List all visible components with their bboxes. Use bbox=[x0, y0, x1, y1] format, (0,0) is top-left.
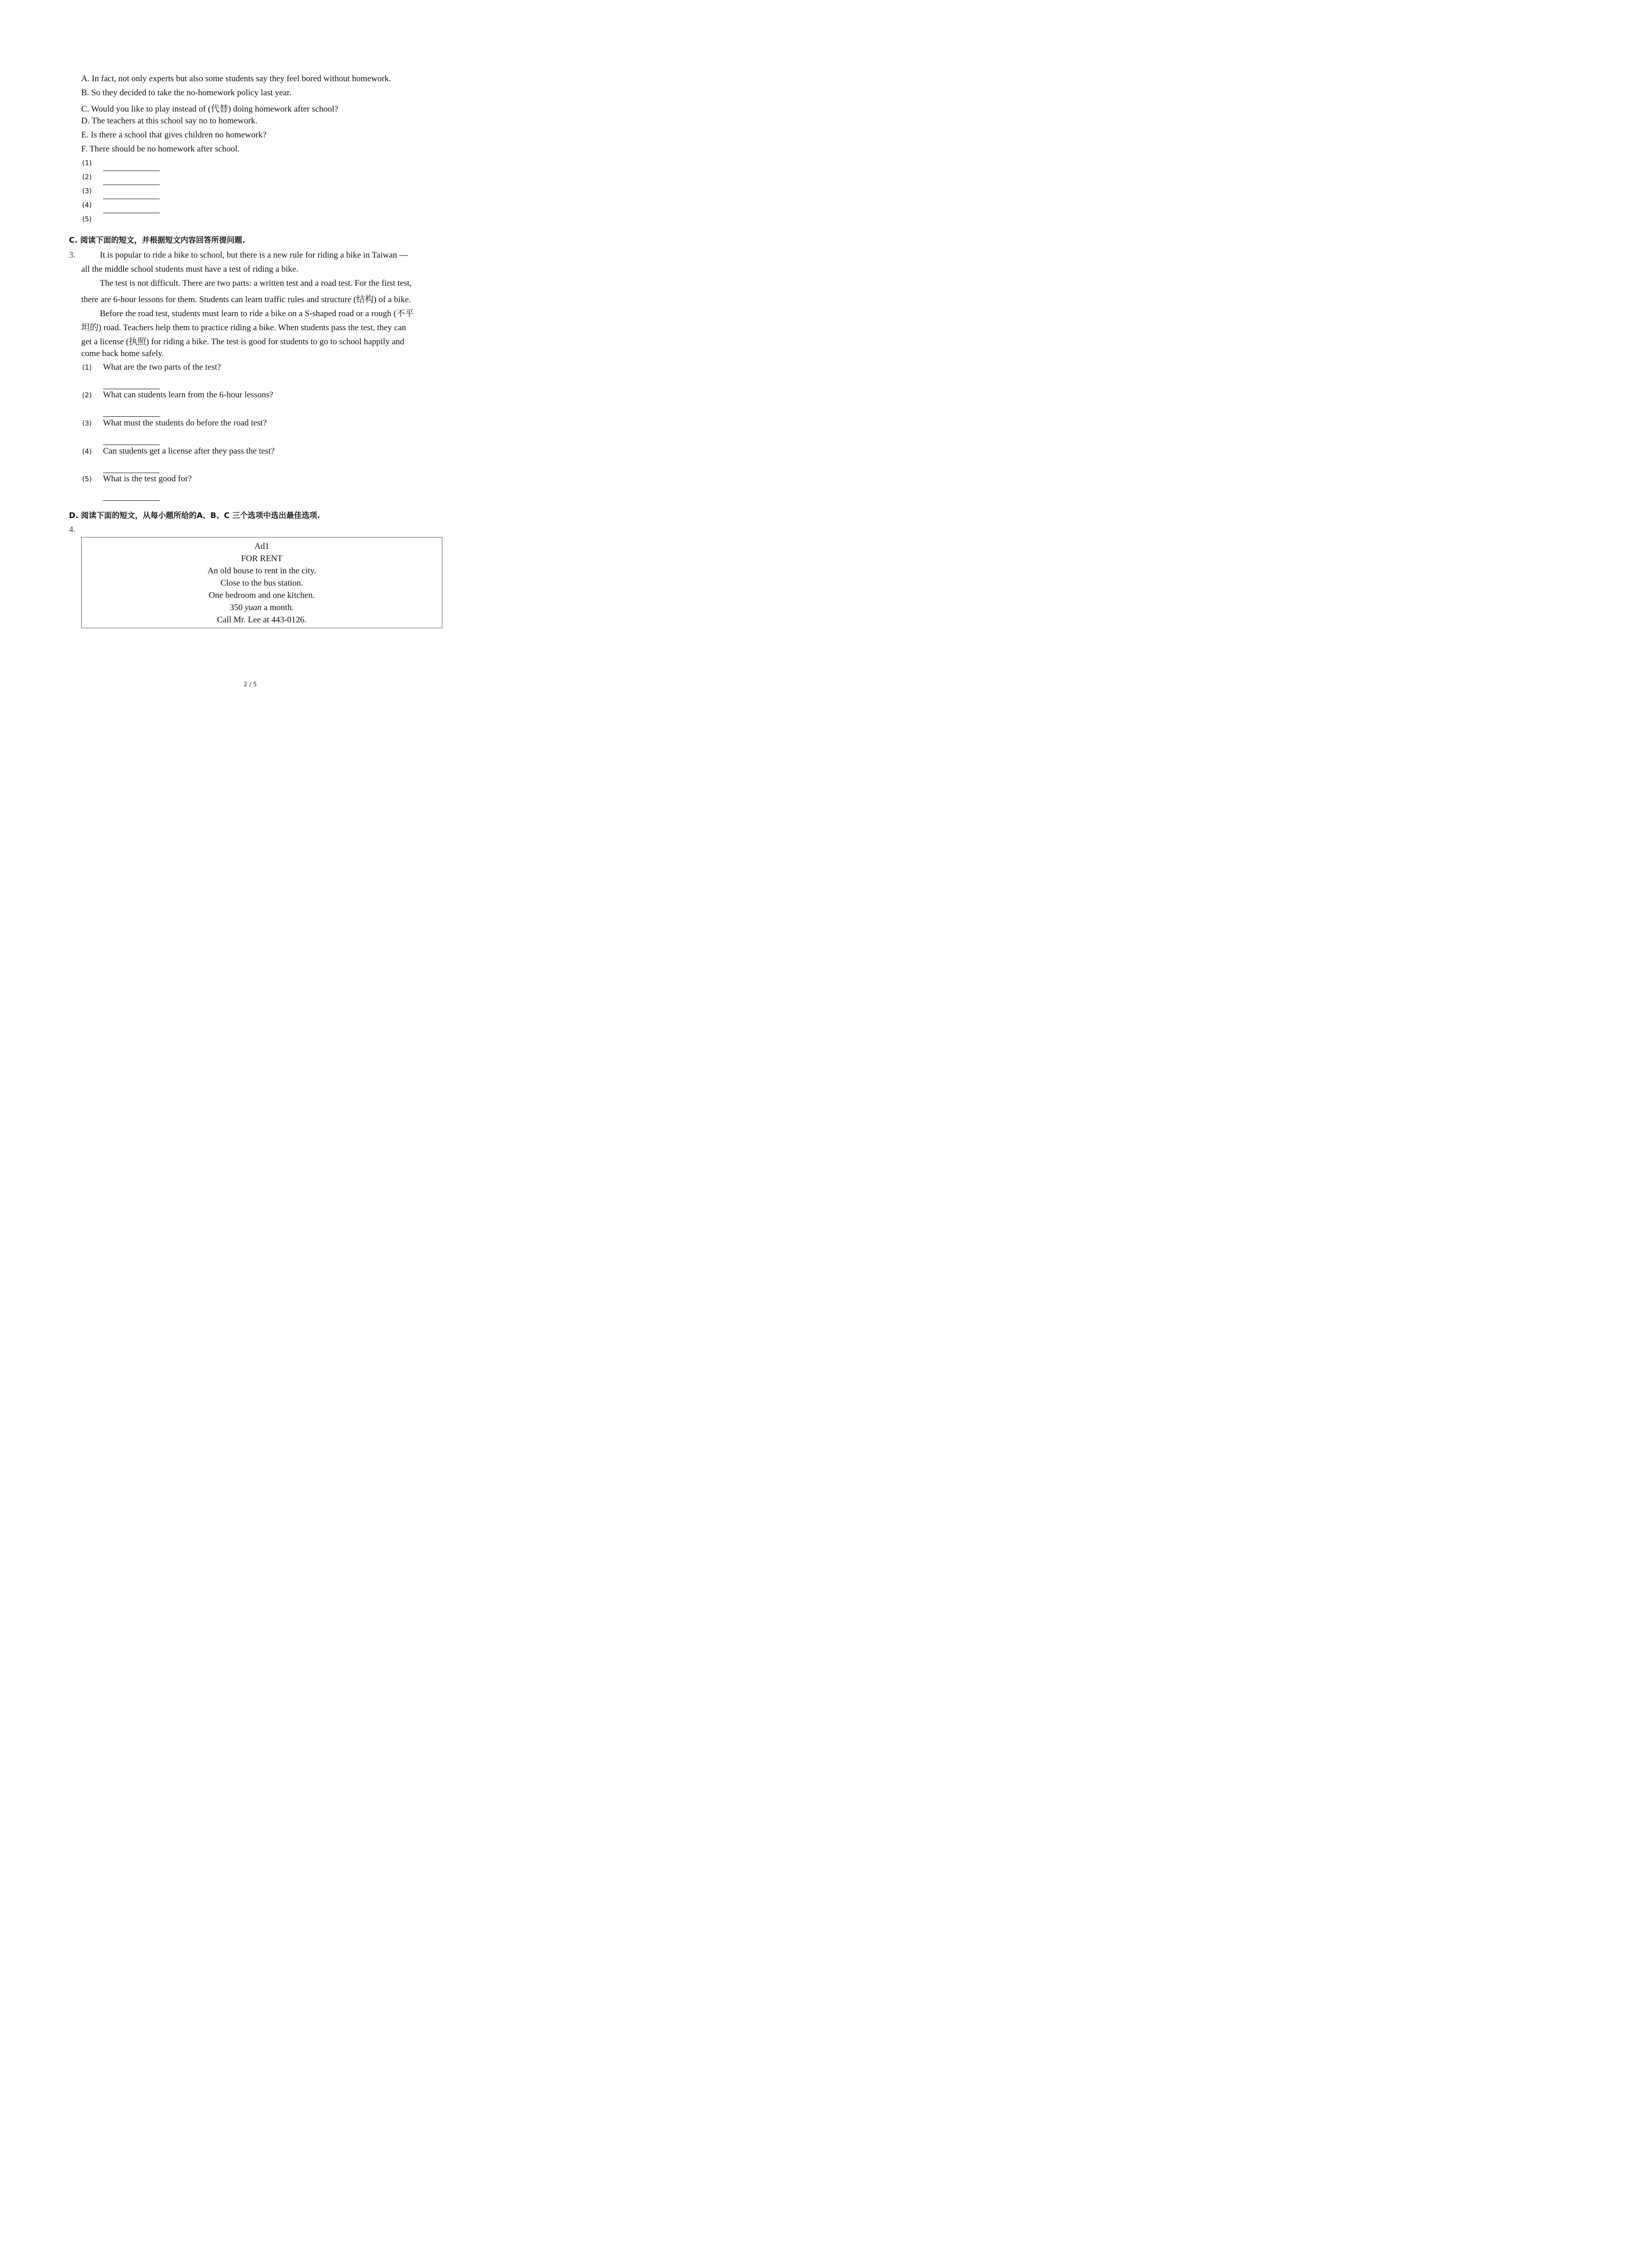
answer-line-5[interactable] bbox=[103, 500, 160, 501]
option-f: F. There should be no homework after school. bbox=[81, 144, 240, 154]
ad-subtitle: FOR RENT bbox=[241, 554, 283, 563]
option-b: B. So they decided to take the no-homework policy last year. bbox=[81, 88, 292, 98]
passage-line-2: all the middle school students must have a test of riding a bike. bbox=[81, 264, 299, 274]
sub-question-text-3: What must the students do before the road test? bbox=[103, 418, 267, 428]
ad-box bbox=[81, 537, 442, 628]
sub-question-number-2: (2) bbox=[82, 391, 92, 399]
passage-line-8: come back home safely. bbox=[81, 349, 164, 358]
question-number-3: 3. bbox=[69, 250, 76, 260]
option-a: A. In fact, not only experts but also some students say they feel bored without homework. bbox=[81, 74, 391, 83]
blank-number-2: (2) bbox=[82, 173, 92, 181]
sub-question-number-1: (1) bbox=[82, 363, 92, 371]
section-c-heading: C. 阅读下面的短文，并根据短文内容回答所提问题. bbox=[69, 236, 245, 245]
sub-question-text-5: What is the test good for? bbox=[103, 474, 192, 484]
ad-line-3: One bedroom and one kitchen. bbox=[209, 591, 315, 600]
blank-number-1: (1) bbox=[82, 159, 92, 167]
passage-line-3: The test is not difficult. There are two parts: a written test and a road test. For the first test, bbox=[100, 279, 412, 288]
sub-question-number-5: (5) bbox=[82, 475, 92, 483]
passage-line-7: get a license (执照) for riding a bike. The test is good for students to go to school happily and bbox=[81, 337, 405, 347]
sub-question-text-4: Can students get a license after they pass the test? bbox=[103, 446, 275, 456]
sub-question-text-2: What can students learn from the 6-hour lessons? bbox=[103, 390, 274, 400]
answer-line-2[interactable] bbox=[103, 416, 160, 417]
option-d: D. The teachers at this school say no to homework. bbox=[81, 116, 258, 126]
ad-price-unit: yuan bbox=[245, 603, 262, 612]
page-number: 2 / 5 bbox=[244, 681, 257, 688]
ad-line-1: An old house to rent in the city. bbox=[207, 566, 316, 576]
ad-contact: Call Mr. Lee at 443-0126. bbox=[217, 615, 307, 625]
blank-number-5: (5) bbox=[82, 215, 92, 223]
option-c: C. Would you like to play instead of (代替) doing homework after school? bbox=[81, 104, 338, 114]
passage-line-4: there are 6-hour lessons for them. Students can learn traffic rules and structure (结构) of a bike. bbox=[81, 295, 411, 304]
ad-line-2: Close to the bus station. bbox=[220, 578, 304, 588]
blank-number-4: (4) bbox=[82, 201, 92, 209]
section-d-heading: D. 阅读下面的短文，从每小题所给的A、B、C 三个选项中选出最佳选项. bbox=[69, 511, 320, 520]
ad-title: Ad1 bbox=[254, 542, 269, 551]
ad-price bbox=[82, 603, 442, 613]
blank-number-3: (3) bbox=[82, 187, 92, 195]
ad-price-number: 350 bbox=[230, 603, 243, 612]
sub-question-text-1: What are the two parts of the test? bbox=[103, 362, 221, 372]
sub-question-number-4: (4) bbox=[82, 447, 92, 455]
passage-line-5: Before the road test, students must learn to ride a bike on a S-shaped road or a rough (不平 bbox=[100, 309, 414, 318]
ad-price-rest: a month. bbox=[264, 603, 294, 612]
question-number-4: 4. bbox=[69, 525, 76, 534]
option-e: E. Is there a school that gives children no homework? bbox=[81, 130, 267, 140]
passage-line-1: It is popular to ride a bike to school, but there is a new rule for riding a bike in Taiwan — bbox=[100, 250, 408, 260]
sub-question-number-3: (3) bbox=[82, 419, 92, 427]
passage-line-6: 坦的) road. Teachers help them to practice riding a bike. When students pass the test, they can bbox=[81, 323, 407, 332]
